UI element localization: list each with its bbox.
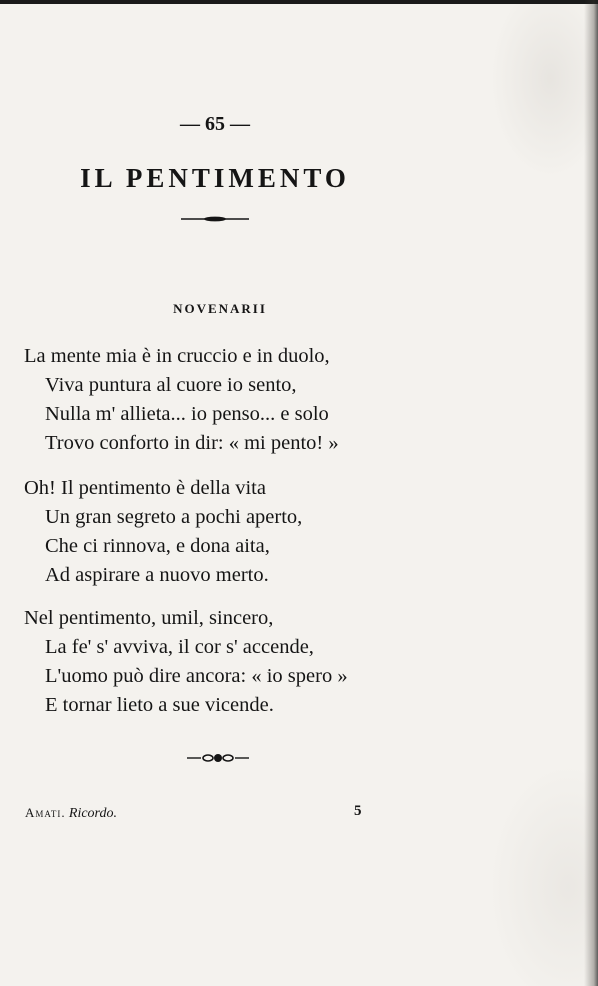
title-rule-ornament <box>181 214 249 224</box>
verse-line: Oh! Il pentimento è della vita <box>24 477 266 499</box>
verse-line: E tornar lieto a sue vicende. <box>45 694 274 716</box>
page-gutter-shadow <box>584 0 598 986</box>
verse-line: La mente mia è in cruccio e in duolo, <box>24 345 330 367</box>
verse-line: La fe' s' avviva, il cor s' accende, <box>45 636 314 658</box>
footer-work-title: Ricordo. <box>68 806 117 821</box>
poem-title: IL PENTIMENTO <box>80 163 350 193</box>
page-top-edge <box>0 0 598 4</box>
verse-line: Ad aspirare a nuovo merto. <box>45 564 269 586</box>
signature-mark: 5 <box>354 803 362 819</box>
stanza-1 <box>24 342 424 458</box>
stanza-3 <box>24 604 424 720</box>
verse-line: Nulla m' allieta... io penso... e solo <box>45 403 329 425</box>
verse-line: Trovo conforto in dir: « mi pento! » <box>45 432 339 454</box>
page-footer <box>25 805 117 822</box>
verse-line: Viva puntura al cuore io sento, <box>45 374 297 396</box>
verse-line: Nel pentimento, umil, sincero, <box>24 607 274 629</box>
verse-line: L'uomo può dire ancora: « io spero » <box>45 665 348 687</box>
verse-line: Che ci rinnova, e dona aita, <box>45 535 270 557</box>
footer-author: Amati. <box>25 805 66 820</box>
verse-line: Un gran segreto a pochi aperto, <box>45 506 303 528</box>
stanza-2 <box>24 474 424 590</box>
end-ornament <box>187 752 249 764</box>
page-number: — 65 — <box>180 113 250 135</box>
meter-subtitle: NOVENARII <box>173 301 267 316</box>
